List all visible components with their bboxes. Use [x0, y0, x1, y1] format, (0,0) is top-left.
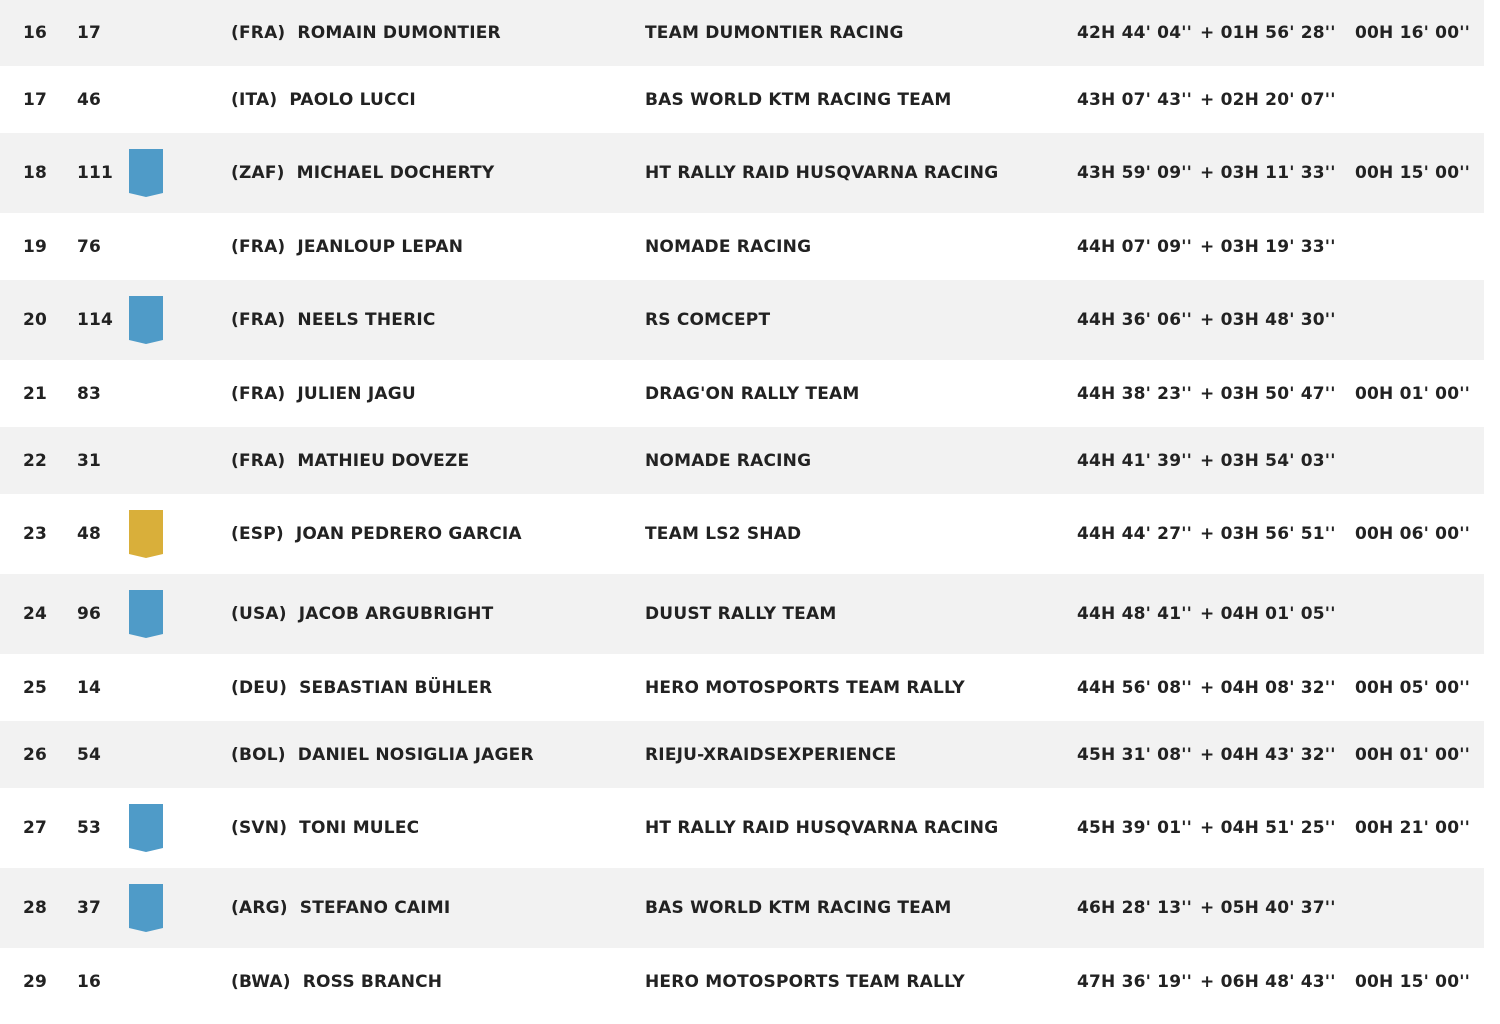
nationality-code: (BWA): [231, 971, 291, 992]
rider-cell: [231, 604, 493, 624]
gap-cell: + 04H 01' 05'': [1200, 604, 1336, 624]
bike-number-cell: 83: [77, 383, 102, 404]
total-time-cell: 45H 39' 01'': [1077, 818, 1193, 838]
gap-cell: + 04H 51' 25'': [1200, 818, 1336, 838]
team-name-cell[interactable]: HERO MOTOSPORTS TEAM RALLY: [645, 971, 965, 992]
penalty-cell: 00H 06' 00'': [1355, 524, 1471, 544]
rider-cell: [231, 163, 494, 183]
position-cell: 26: [23, 744, 48, 765]
table-row[interactable]: [0, 360, 1484, 427]
bike-number-cell: 16: [77, 971, 102, 992]
rider-name[interactable]: JEANLOUP LEPAN: [297, 236, 464, 257]
table-row[interactable]: [0, 0, 1484, 66]
nationality-code: (ARG): [231, 898, 288, 918]
table-row[interactable]: [0, 66, 1484, 133]
gold-category-badge-icon: [128, 510, 164, 558]
bike-number-cell: 48: [77, 524, 102, 544]
total-time-cell: 44H 38' 23'': [1077, 383, 1193, 404]
penalty-cell: 00H 21' 00'': [1355, 818, 1471, 838]
rider-cell: [231, 310, 436, 330]
rider-cell: [231, 237, 463, 257]
bike-number-cell: 111: [77, 163, 114, 183]
team-name-cell[interactable]: BAS WORLD KTM RACING TEAM: [645, 898, 952, 918]
gap-cell: + 04H 08' 32'': [1200, 677, 1336, 698]
table-row[interactable]: [0, 133, 1484, 213]
rider-name[interactable]: DANIEL NOSIGLIA JAGER: [297, 744, 534, 765]
position-cell: 20: [23, 310, 48, 330]
penalty-cell: 00H 05' 00'': [1355, 677, 1471, 698]
rider-cell: [231, 384, 416, 404]
gap-cell: + 04H 43' 32'': [1200, 744, 1336, 765]
gap-cell: + 03H 11' 33'': [1200, 163, 1336, 183]
blue-category-badge-icon: [128, 590, 164, 638]
rider-cell: [231, 972, 442, 992]
table-row[interactable]: [0, 574, 1484, 654]
rider-cell: [231, 451, 469, 471]
position-cell: 24: [23, 604, 48, 624]
position-cell: 22: [23, 450, 48, 471]
penalty-cell: 00H 15' 00'': [1355, 971, 1471, 992]
nationality-code: (FRA): [231, 383, 286, 404]
gap-cell: + 03H 48' 30'': [1200, 310, 1336, 330]
rider-name[interactable]: PAOLO LUCCI: [289, 89, 416, 110]
team-name-cell[interactable]: DRAG'ON RALLY TEAM: [645, 383, 860, 404]
rider-name[interactable]: SEBASTIAN BÜHLER: [299, 677, 493, 698]
table-row[interactable]: [0, 494, 1484, 574]
team-name-cell[interactable]: HT RALLY RAID HUSQVARNA RACING: [645, 163, 999, 183]
nationality-code: (BOL): [231, 744, 286, 765]
total-time-cell: 44H 44' 27'': [1077, 524, 1193, 544]
position-cell: 25: [23, 677, 48, 698]
nationality-code: (ESP): [231, 524, 284, 544]
rider-cell: [231, 818, 419, 838]
rider-name[interactable]: ROMAIN DUMONTIER: [297, 22, 501, 43]
bike-number-cell: 114: [77, 310, 114, 330]
rider-name[interactable]: JULIEN JAGU: [297, 383, 416, 404]
table-row[interactable]: [0, 280, 1484, 360]
rider-name[interactable]: MATHIEU DOVEZE: [297, 450, 470, 471]
table-row[interactable]: [0, 868, 1484, 948]
nationality-code: (DEU): [231, 677, 288, 698]
penalty-cell: 00H 01' 00'': [1355, 383, 1471, 404]
total-time-cell: 46H 28' 13'': [1077, 898, 1193, 918]
rider-name[interactable]: JACOB ARGUBRIGHT: [298, 604, 494, 624]
rider-name[interactable]: TONI MULEC: [299, 818, 420, 838]
total-time-cell: 44H 48' 41'': [1077, 604, 1193, 624]
total-time-cell: 47H 36' 19'': [1077, 971, 1193, 992]
table-row[interactable]: [0, 654, 1484, 721]
total-time-cell: 42H 44' 04'': [1077, 22, 1193, 43]
bike-number-cell: 17: [77, 22, 102, 43]
blue-category-badge-icon: [128, 884, 164, 932]
position-cell: 19: [23, 236, 48, 257]
position-cell: 16: [23, 22, 48, 43]
position-cell: 29: [23, 971, 48, 992]
team-name-cell[interactable]: RS COMCEPT: [645, 310, 771, 330]
position-cell: 18: [23, 163, 48, 183]
penalty-cell: 00H 01' 00'': [1355, 744, 1471, 765]
team-name-cell[interactable]: TEAM DUMONTIER RACING: [645, 22, 904, 43]
gap-cell: + 01H 56' 28'': [1200, 22, 1336, 43]
table-row[interactable]: [0, 427, 1484, 494]
bike-number-cell: 53: [77, 818, 102, 838]
nationality-code: (FRA): [231, 236, 286, 257]
nationality-code: (USA): [231, 604, 287, 624]
gap-cell: + 02H 20' 07'': [1200, 89, 1336, 110]
nationality-code: (FRA): [231, 450, 286, 471]
rider-cell: [231, 90, 416, 110]
total-time-cell: 44H 41' 39'': [1077, 450, 1193, 471]
gap-cell: + 05H 40' 37'': [1200, 898, 1336, 918]
team-name-cell[interactable]: RIEJU-XRAIDSEXPERIENCE: [645, 744, 897, 765]
team-name-cell[interactable]: BAS WORLD KTM RACING TEAM: [645, 89, 952, 110]
total-time-cell: 45H 31' 08'': [1077, 744, 1193, 765]
blue-category-badge-icon: [128, 804, 164, 852]
bike-number-cell: 31: [77, 450, 102, 471]
nationality-code: (ZAF): [231, 163, 285, 183]
rider-cell: [231, 745, 534, 765]
team-name-cell[interactable]: HT RALLY RAID HUSQVARNA RACING: [645, 818, 999, 838]
gap-cell: + 03H 54' 03'': [1200, 450, 1336, 471]
nationality-code: (FRA): [231, 22, 286, 43]
team-name-cell[interactable]: TEAM LS2 SHAD: [645, 524, 802, 544]
penalty-cell: 00H 16' 00'': [1355, 22, 1471, 43]
nationality-code: (FRA): [231, 310, 286, 330]
rider-name[interactable]: MICHAEL DOCHERTY: [296, 163, 495, 183]
total-time-cell: 44H 36' 06'': [1077, 310, 1193, 330]
team-name-cell[interactable]: HERO MOTOSPORTS TEAM RALLY: [645, 677, 965, 698]
bike-number-cell: 46: [77, 89, 102, 110]
team-name-cell[interactable]: NOMADE RACING: [645, 450, 812, 471]
gap-cell: + 03H 19' 33'': [1200, 236, 1336, 257]
position-cell: 21: [23, 383, 48, 404]
gap-cell: + 03H 56' 51'': [1200, 524, 1336, 544]
position-cell: 28: [23, 898, 48, 918]
gap-cell: + 06H 48' 43'': [1200, 971, 1336, 992]
table-row[interactable]: [0, 788, 1484, 868]
rider-name[interactable]: STEFANO CAIMI: [299, 898, 451, 918]
bike-number-cell: 54: [77, 744, 102, 765]
blue-category-badge-icon: [128, 296, 164, 344]
blue-category-badge-icon: [128, 149, 164, 197]
team-name-cell[interactable]: NOMADE RACING: [645, 236, 812, 257]
table-row[interactable]: [0, 721, 1484, 788]
bike-number-cell: 96: [77, 604, 102, 624]
bike-number-cell: 76: [77, 236, 102, 257]
nationality-code: (ITA): [231, 89, 278, 110]
total-time-cell: 44H 56' 08'': [1077, 677, 1193, 698]
rider-cell: [231, 898, 450, 918]
rider-name[interactable]: JOAN PEDRERO GARCIA: [295, 524, 522, 544]
position-cell: 23: [23, 524, 48, 544]
rider-cell: [231, 678, 492, 698]
position-cell: 17: [23, 89, 48, 110]
rider-cell: [231, 23, 501, 43]
penalty-cell: 00H 15' 00'': [1355, 163, 1471, 183]
table-row[interactable]: [0, 948, 1484, 1015]
team-name-cell[interactable]: DUUST RALLY TEAM: [645, 604, 837, 624]
total-time-cell: 43H 59' 09'': [1077, 163, 1193, 183]
bike-number-cell: 37: [77, 898, 102, 918]
total-time-cell: 44H 07' 09'': [1077, 236, 1193, 257]
position-cell: 27: [23, 818, 48, 838]
nationality-code: (SVN): [231, 818, 288, 838]
rider-name[interactable]: NEELS THERIC: [297, 310, 436, 330]
total-time-cell: 43H 07' 43'': [1077, 89, 1193, 110]
table-row[interactable]: [0, 213, 1484, 280]
gap-cell: + 03H 50' 47'': [1200, 383, 1336, 404]
rider-cell: [231, 524, 522, 544]
rider-name[interactable]: ROSS BRANCH: [302, 971, 443, 992]
bike-number-cell: 14: [77, 677, 102, 698]
